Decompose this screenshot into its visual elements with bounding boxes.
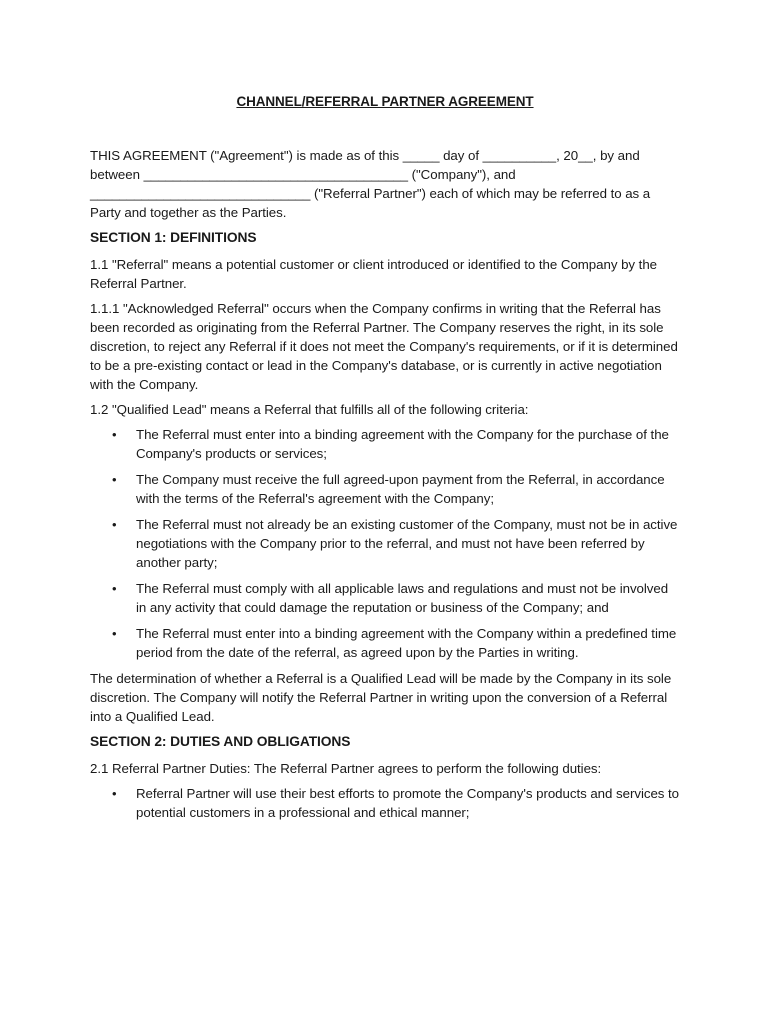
bullet-icon: • — [112, 517, 117, 532]
bullet-icon: • — [112, 786, 117, 801]
document-title: CHANNEL/REFERRAL PARTNER AGREEMENT — [236, 94, 534, 109]
definition-qualified-lead: 1.2 "Qualified Lead" means a Referral that fulfills all of the following criteria: — [90, 402, 529, 417]
definition-referral: 1.1 "Referral" means a potential customer or client introduced or identified to the Company by the Referral Partner. — [90, 257, 658, 291]
referral-partner-duties-intro: 2.1 Referral Partner Duties: The Referral Partner agrees to perform the following duties: — [90, 761, 602, 776]
list-item: • The Referral must comply with all applicable laws and regulations and must not be involved in any activity that could damage the reputation or business of the Company; and — [112, 581, 669, 615]
qualified-lead-determination: The determination of whether a Referral is a Qualified Lead will be made by the Company in its sole discretion. The Company will notify the Referral Partner in writing upon the conversion of a Referral into a Qualified Lead. — [90, 671, 672, 724]
bullet-icon: • — [112, 581, 117, 596]
definition-acknowledged-referral: 1.1.1 "Acknowledged Referral" occurs when the Company confirms in writing that the Referral has been recorded as originating from the Referral Partner. The Company reserves the right, in its sole discretion, to reject any Referral if it does not meet the Company's requirements, or if it is determined to be a pre-existing contact or lead in the Company's database, or is currently in active negotiation with the Company. — [90, 301, 678, 392]
bullet-icon: • — [112, 472, 117, 487]
bullet-icon: • — [112, 427, 117, 442]
referral-partner-duties-list — [90, 784, 680, 822]
list-item: • Referral Partner will use their best efforts to promote the Company's products and services to potential customers in a professional and ethical manner; — [112, 786, 680, 820]
section-1-heading: SECTION 1: DEFINITIONS — [90, 230, 257, 245]
list-item: • The Company must receive the full agreed-upon payment from the Referral, in accordance with the terms of the Referral's agreement with the Company; — [112, 472, 665, 506]
intro-paragraph: THIS AGREEMENT ("Agreement") is made as of this _____ day of __________, 20__, by and between ____________________________________ ("Company"), and ______________________________ ("Referral Partner") each of which may be referred to as a Party and together as the Parties. — [90, 148, 651, 220]
bullet-icon: • — [112, 626, 117, 641]
list-item: • The Referral must enter into a binding agreement with the Company within a predefined time period from the date of the referral, as agreed upon by the Parties in writing. — [112, 626, 677, 660]
section-2-heading: SECTION 2: DUTIES AND OBLIGATIONS — [90, 734, 351, 749]
qualified-lead-criteria-list — [90, 425, 680, 662]
list-item: • The Referral must enter into a binding agreement with the Company for the purchase of the Company's products or services; — [112, 427, 669, 461]
list-item: • The Referral must not already be an existing customer of the Company, must not be in active negotiations with the Company prior to the referral, and must not have been referred by another party; — [112, 517, 678, 570]
